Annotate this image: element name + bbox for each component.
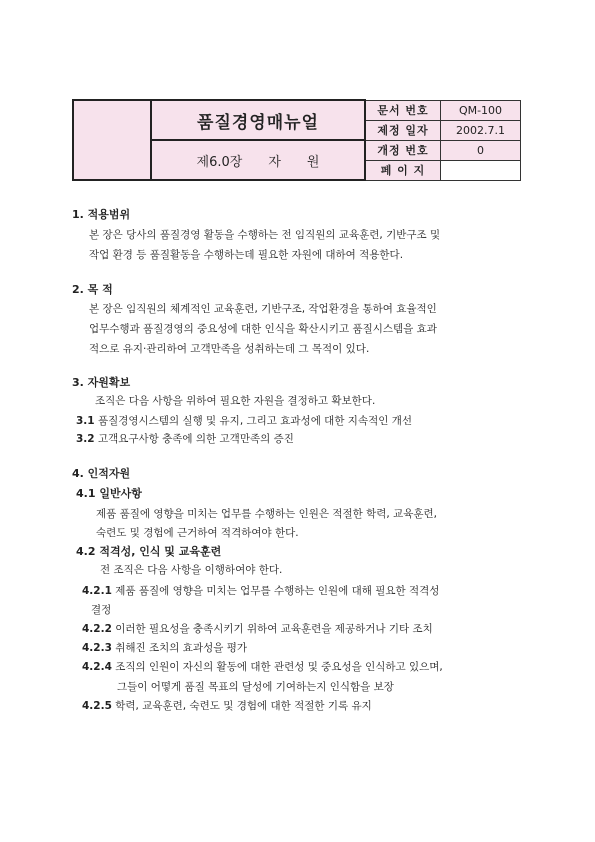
section-1-heading: 1. 적용범위 xyxy=(72,208,131,221)
subsection-4-1-line-1: 제품 품질에 영향을 미치는 업무를 수행하는 인원은 적절한 학력, 교육훈련, xyxy=(96,508,438,520)
section-3-item xyxy=(76,414,412,428)
item-number: 3.1 xyxy=(76,415,95,427)
company-logo-cell xyxy=(73,100,151,180)
item-text: 이러한 필요성을 충족시키기 위하여 교육훈련을 제공하거나 기타 조치 xyxy=(115,623,433,635)
chapter-word-2: 원 xyxy=(306,154,320,170)
item-text: 제품 품질에 영향을 미치는 업무를 수행하는 인원에 대해 필요한 적격성 xyxy=(115,585,440,597)
section-4-heading: 4. 인적자원 xyxy=(72,467,131,480)
item-text: 취해진 조치의 효과성을 평가 xyxy=(115,642,247,654)
subsection-item xyxy=(82,584,439,598)
section-1-line-2: 작업 환경 등 품질활동을 수행하는데 필요한 자원에 대하여 적용한다. xyxy=(89,249,404,261)
item-number: 4.2.1 xyxy=(82,585,112,597)
subsection-item xyxy=(82,699,372,713)
document-header-table xyxy=(72,99,521,181)
item-text: 고객요구사항 충족에 의한 고객만족의 증진 xyxy=(97,433,294,445)
item-number: 4.2.2 xyxy=(82,623,112,635)
subsection-item xyxy=(82,622,433,636)
page-value xyxy=(441,160,521,180)
page-label: 페 이 지 xyxy=(365,160,441,180)
subsection-item xyxy=(82,660,443,674)
section-1-line-1: 본 장은 당사의 품질경영 활동을 수행하는 전 임직원의 교육훈련, 기반구조 및 xyxy=(89,229,441,241)
section-2-heading: 2. 목 적 xyxy=(72,283,113,296)
doc-number-label: 문서 번호 xyxy=(365,100,441,120)
doc-number-value: QM-100 xyxy=(441,100,521,120)
item-number: 4.2.4 xyxy=(82,661,112,673)
manual-title: 품질경영매뉴얼 xyxy=(151,100,365,140)
revision-number-value: 0 xyxy=(441,140,521,160)
section-3-heading: 3. 자원확보 xyxy=(72,376,131,389)
item-text: 학력, 교육훈련, 숙련도 및 경험에 대한 적절한 기록 유지 xyxy=(115,700,372,712)
item-number: 3.2 xyxy=(76,433,95,445)
subsection-item xyxy=(82,641,247,655)
item-number: 4.2.3 xyxy=(82,642,112,654)
subsection-4-2-intro: 전 조직은 다음 사항을 이행하여야 한다. xyxy=(100,564,283,576)
section-3-intro: 조직은 다음 사항을 위하여 필요한 자원을 결정하고 확보한다. xyxy=(95,395,376,407)
section-2-line-3: 적으로 유지·관리하여 고객만족을 성취하는데 그 목적이 있다. xyxy=(89,343,370,355)
subsection-4-1-heading: 4.1 일반사항 xyxy=(76,487,142,500)
chapter-word-1: 자 xyxy=(268,154,281,170)
item-text: 품질경영시스템의 실행 및 유지, 그리고 효과성에 대한 지속적인 개선 xyxy=(97,415,412,427)
item-text: 조직의 인원이 자신의 활동에 대한 관련성 및 중요성을 인식하고 있으며, xyxy=(115,661,443,673)
section-3-item xyxy=(76,432,294,446)
item-number: 4.2.5 xyxy=(82,700,112,712)
section-2-line-2: 업무수행과 품질경영의 중요성에 대한 인식을 확산시키고 품질시스템을 효과 xyxy=(89,323,437,335)
chapter-title xyxy=(151,140,365,180)
established-date-label: 제정 일자 xyxy=(365,120,441,140)
section-2-line-1: 본 장은 임직원의 체계적인 교육훈련, 기반구조, 작업환경을 통하여 효율적인 xyxy=(89,303,437,315)
established-date-value: 2002.7.1 xyxy=(441,120,521,140)
subsection-item-continuation: 그들이 어떻게 품질 목표의 달성에 기여하는지 인식함을 보장 xyxy=(117,681,394,693)
subsection-4-1-line-2: 숙련도 및 경험에 근거하여 적격하여야 한다. xyxy=(96,527,299,539)
revision-number-label: 개정 번호 xyxy=(365,140,441,160)
subsection-4-2-heading: 4.2 적격성, 인식 및 교육훈련 xyxy=(76,545,222,558)
subsection-item-continuation: 결정 xyxy=(91,604,112,616)
chapter-number: 제6.0장 xyxy=(196,154,243,170)
